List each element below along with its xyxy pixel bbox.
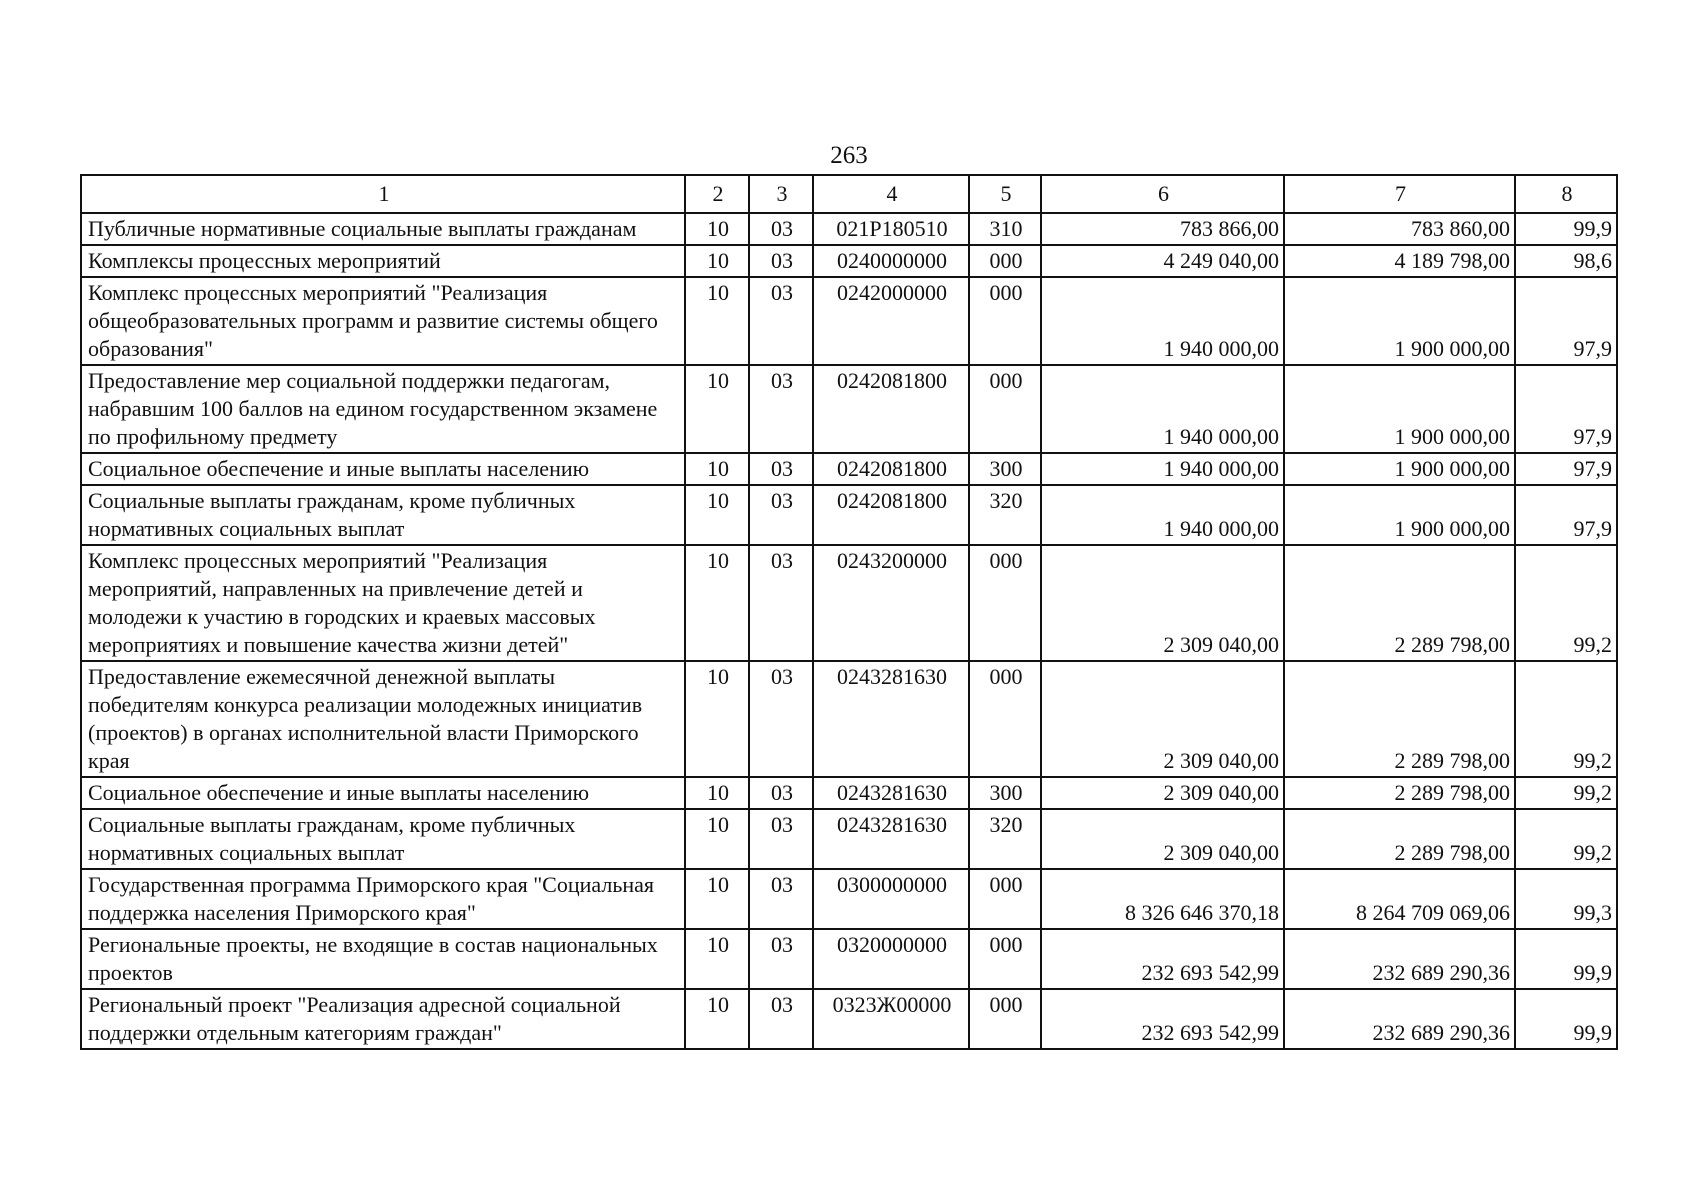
planned-amount: 2 309 040,00 bbox=[1041, 545, 1284, 661]
execution-percent: 98,6 bbox=[1515, 245, 1617, 277]
target-article-code: 0243281630 bbox=[813, 809, 969, 869]
section-code: 10 bbox=[685, 809, 749, 869]
subsection-code: 03 bbox=[749, 545, 813, 661]
target-article-code: 0242081800 bbox=[813, 365, 969, 453]
row-name: Предоставление ежемесячной денежной выплаты победителям конкурса реализации молодежных инициатив (проектов) в органах исполнительной власти Приморского края bbox=[81, 661, 685, 777]
header-row bbox=[81, 175, 1617, 213]
subsection-code: 03 bbox=[749, 213, 813, 245]
table-row bbox=[81, 453, 1617, 485]
target-article-code: 0242081800 bbox=[813, 485, 969, 545]
expense-type-code: 000 bbox=[969, 365, 1041, 453]
section-code: 10 bbox=[685, 661, 749, 777]
actual-amount: 1 900 000,00 bbox=[1284, 453, 1515, 485]
expense-type-code: 000 bbox=[969, 245, 1041, 277]
column-header: 3 bbox=[749, 175, 813, 213]
execution-percent: 99,2 bbox=[1515, 661, 1617, 777]
column-header: 4 bbox=[813, 175, 969, 213]
execution-percent: 99,9 bbox=[1515, 213, 1617, 245]
column-header: 5 bbox=[969, 175, 1041, 213]
table-row bbox=[81, 277, 1617, 365]
target-article-code: 0320000000 bbox=[813, 929, 969, 989]
actual-amount: 1 900 000,00 bbox=[1284, 277, 1515, 365]
subsection-code: 03 bbox=[749, 277, 813, 365]
page-number: 263 bbox=[830, 142, 868, 169]
section-code: 10 bbox=[685, 869, 749, 929]
target-article-code: 0242000000 bbox=[813, 277, 969, 365]
column-header: 8 bbox=[1515, 175, 1617, 213]
actual-amount: 8 264 709 069,06 bbox=[1284, 869, 1515, 929]
actual-amount: 2 289 798,00 bbox=[1284, 777, 1515, 809]
expense-type-code: 000 bbox=[969, 277, 1041, 365]
target-article-code: 0242081800 bbox=[813, 453, 969, 485]
execution-percent: 99,2 bbox=[1515, 545, 1617, 661]
actual-amount: 783 860,00 bbox=[1284, 213, 1515, 245]
expense-type-code: 300 bbox=[969, 777, 1041, 809]
section-code: 10 bbox=[685, 545, 749, 661]
execution-percent: 99,2 bbox=[1515, 777, 1617, 809]
planned-amount: 2 309 040,00 bbox=[1041, 777, 1284, 809]
actual-amount: 2 289 798,00 bbox=[1284, 809, 1515, 869]
section-code: 10 bbox=[685, 365, 749, 453]
row-name: Социальные выплаты гражданам, кроме публичных нормативных социальных выплат bbox=[81, 809, 685, 869]
target-article-code: 021P180510 bbox=[813, 213, 969, 245]
subsection-code: 03 bbox=[749, 661, 813, 777]
table-row bbox=[81, 213, 1617, 245]
row-name: Социальное обеспечение и иные выплаты населению bbox=[81, 777, 685, 809]
table-row bbox=[81, 245, 1617, 277]
table-row bbox=[81, 485, 1617, 545]
planned-amount: 1 940 000,00 bbox=[1041, 365, 1284, 453]
planned-amount: 1 940 000,00 bbox=[1041, 485, 1284, 545]
table-row bbox=[81, 661, 1617, 777]
target-article-code: 0323Ж00000 bbox=[813, 989, 969, 1049]
subsection-code: 03 bbox=[749, 777, 813, 809]
expense-type-code: 000 bbox=[969, 929, 1041, 989]
target-article-code: 0240000000 bbox=[813, 245, 969, 277]
section-code: 10 bbox=[685, 929, 749, 989]
column-header: 6 bbox=[1041, 175, 1284, 213]
subsection-code: 03 bbox=[749, 453, 813, 485]
column-header: 1 bbox=[81, 175, 685, 213]
subsection-code: 03 bbox=[749, 809, 813, 869]
section-code: 10 bbox=[685, 777, 749, 809]
planned-amount: 232 693 542,99 bbox=[1041, 929, 1284, 989]
expense-type-code: 320 bbox=[969, 809, 1041, 869]
row-name: Публичные нормативные социальные выплаты гражданам bbox=[81, 213, 685, 245]
row-name: Предоставление мер социальной поддержки педагогам, набравшим 100 баллов на едином государственном экзамене по профильному предмету bbox=[81, 365, 685, 453]
execution-percent: 97,9 bbox=[1515, 485, 1617, 545]
budget-table bbox=[80, 174, 1618, 1050]
row-name: Социальное обеспечение и иные выплаты населению bbox=[81, 453, 685, 485]
column-header: 7 bbox=[1284, 175, 1515, 213]
execution-percent: 99,9 bbox=[1515, 989, 1617, 1049]
planned-amount: 1 940 000,00 bbox=[1041, 277, 1284, 365]
planned-amount: 783 866,00 bbox=[1041, 213, 1284, 245]
planned-amount: 4 249 040,00 bbox=[1041, 245, 1284, 277]
row-name: Государственная программа Приморского края "Социальная поддержка населения Приморского края" bbox=[81, 869, 685, 929]
expense-type-code: 000 bbox=[969, 989, 1041, 1049]
table-row bbox=[81, 869, 1617, 929]
planned-amount: 232 693 542,99 bbox=[1041, 989, 1284, 1049]
section-code: 10 bbox=[685, 453, 749, 485]
execution-percent: 99,3 bbox=[1515, 869, 1617, 929]
table-row bbox=[81, 545, 1617, 661]
planned-amount: 2 309 040,00 bbox=[1041, 809, 1284, 869]
actual-amount: 2 289 798,00 bbox=[1284, 661, 1515, 777]
row-name: Региональные проекты, не входящие в состав национальных проектов bbox=[81, 929, 685, 989]
row-name: Комплексы процессных мероприятий bbox=[81, 245, 685, 277]
row-name: Социальные выплаты гражданам, кроме публичных нормативных социальных выплат bbox=[81, 485, 685, 545]
subsection-code: 03 bbox=[749, 929, 813, 989]
expense-type-code: 000 bbox=[969, 869, 1041, 929]
column-header: 2 bbox=[685, 175, 749, 213]
expense-type-code: 000 bbox=[969, 661, 1041, 777]
target-article-code: 0243200000 bbox=[813, 545, 969, 661]
row-name: Региональный проект "Реализация адресной социальной поддержки отдельным категориям граждан" bbox=[81, 989, 685, 1049]
target-article-code: 0300000000 bbox=[813, 869, 969, 929]
planned-amount: 2 309 040,00 bbox=[1041, 661, 1284, 777]
subsection-code: 03 bbox=[749, 485, 813, 545]
subsection-code: 03 bbox=[749, 989, 813, 1049]
actual-amount: 232 689 290,36 bbox=[1284, 989, 1515, 1049]
expense-type-code: 320 bbox=[969, 485, 1041, 545]
section-code: 10 bbox=[685, 989, 749, 1049]
section-code: 10 bbox=[685, 485, 749, 545]
row-name: Комплекс процессных мероприятий "Реализация мероприятий, направленных на привлечение детей и молодежи к участию в городских и краевых массовых мероприятиях и повышение качества жизни детей" bbox=[81, 545, 685, 661]
actual-amount: 232 689 290,36 bbox=[1284, 929, 1515, 989]
actual-amount: 1 900 000,00 bbox=[1284, 485, 1515, 545]
table-row bbox=[81, 929, 1617, 989]
expense-type-code: 300 bbox=[969, 453, 1041, 485]
actual-amount: 4 189 798,00 bbox=[1284, 245, 1515, 277]
subsection-code: 03 bbox=[749, 365, 813, 453]
table-row bbox=[81, 989, 1617, 1049]
section-code: 10 bbox=[685, 245, 749, 277]
actual-amount: 2 289 798,00 bbox=[1284, 545, 1515, 661]
subsection-code: 03 bbox=[749, 869, 813, 929]
planned-amount: 1 940 000,00 bbox=[1041, 453, 1284, 485]
expense-type-code: 000 bbox=[969, 545, 1041, 661]
row-name: Комплекс процессных мероприятий "Реализация общеобразовательных программ и развитие системы общего образования" bbox=[81, 277, 685, 365]
execution-percent: 97,9 bbox=[1515, 453, 1617, 485]
subsection-code: 03 bbox=[749, 245, 813, 277]
execution-percent: 99,2 bbox=[1515, 809, 1617, 869]
execution-percent: 97,9 bbox=[1515, 365, 1617, 453]
execution-percent: 97,9 bbox=[1515, 277, 1617, 365]
target-article-code: 0243281630 bbox=[813, 777, 969, 809]
expense-type-code: 310 bbox=[969, 213, 1041, 245]
section-code: 10 bbox=[685, 213, 749, 245]
planned-amount: 8 326 646 370,18 bbox=[1041, 869, 1284, 929]
table-row bbox=[81, 365, 1617, 453]
execution-percent: 99,9 bbox=[1515, 929, 1617, 989]
actual-amount: 1 900 000,00 bbox=[1284, 365, 1515, 453]
table-row bbox=[81, 777, 1617, 809]
target-article-code: 0243281630 bbox=[813, 661, 969, 777]
table-row bbox=[81, 809, 1617, 869]
section-code: 10 bbox=[685, 277, 749, 365]
